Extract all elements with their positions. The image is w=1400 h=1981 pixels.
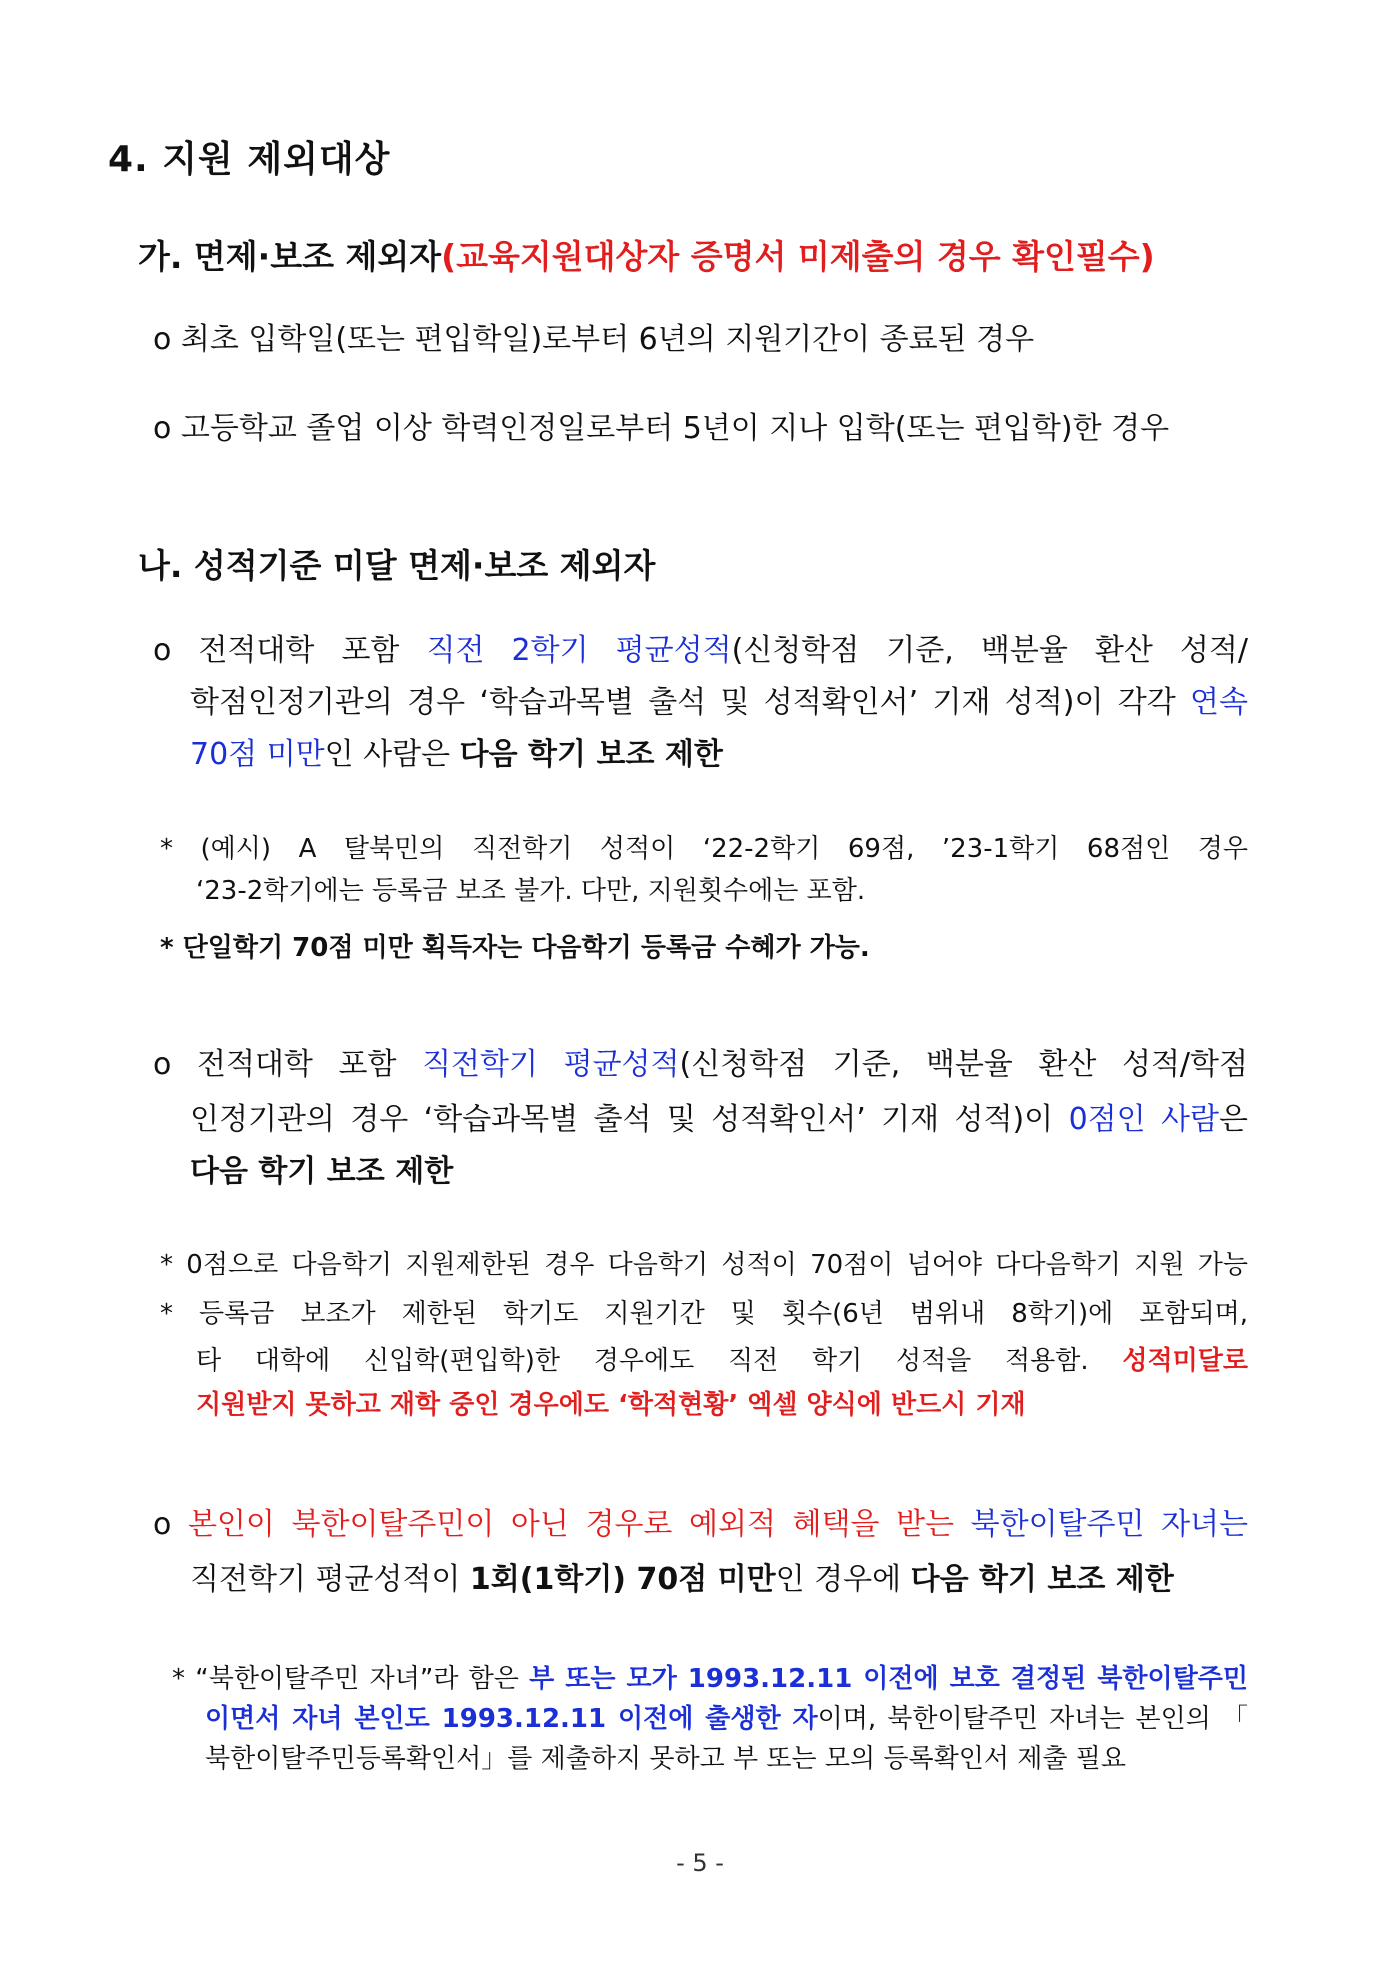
item1-line2 bbox=[190, 685, 1248, 720]
list-item: o 최초 입학일(또는 편입학일)로부터 6년의 지원기간이 종료된 경우 bbox=[153, 322, 1035, 357]
item1-highlight: 직전 2학기 평균성적 bbox=[426, 633, 732, 668]
note-line-bold: * 단일학기 70점 미만 획득자는 다음학기 등록금 수혜가 가능. bbox=[160, 933, 870, 963]
note-highlight: 이면서 자녀 본인도 1993.12.11 이전에 출생한 자 bbox=[205, 1704, 818, 1734]
item2-text: 은 bbox=[1219, 1102, 1248, 1137]
item1-text: 학점인정기관의 경우 ‘학습과목별 출석 및 성적확인서’ 기재 성적)이 각각 bbox=[190, 685, 1191, 720]
item2-line3: 다음 학기 보조 제한 bbox=[190, 1154, 454, 1189]
item2-text: 인정기관의 경우 ‘학습과목별 출석 및 성적확인서’ 기재 성적)이 bbox=[190, 1102, 1069, 1137]
item1-highlight: 연속 bbox=[1190, 685, 1248, 720]
note-line: * (예시) A 탈북민의 직전학기 성적이 ‘22-2학기 69점, ’23-1학기 68점인 경우 bbox=[160, 834, 1248, 864]
item1-emphasis: 다음 학기 보조 제한 bbox=[459, 737, 723, 772]
item1-line1 bbox=[153, 633, 1248, 668]
item2-line2 bbox=[190, 1102, 1248, 1137]
item1-highlight: 70점 미만 bbox=[190, 737, 325, 772]
item2-text: o 전적대학 포함 bbox=[153, 1047, 423, 1082]
item2-highlight: 0점인 사람 bbox=[1068, 1102, 1220, 1137]
item3-line2 bbox=[190, 1562, 1174, 1597]
note-line: * 0점으로 다음학기 지원제한된 경우 다음학기 성적이 70점이 넘어야 다다음학기 지원 가능 bbox=[160, 1250, 1248, 1280]
subsection-a-heading-text: 가. 면제·보조 제외자 bbox=[138, 237, 442, 276]
note-text: * “북한이탈주민 자녀”라 함은 bbox=[172, 1664, 530, 1694]
item1-line3 bbox=[190, 737, 723, 772]
note-warning: 성적미달로 bbox=[1122, 1346, 1248, 1376]
note-line bbox=[172, 1666, 1248, 1692]
list-item: o 고등학교 졸업 이상 학력인정일로부터 5년이 지나 입학(또는 편입학)한 경우 bbox=[153, 411, 1170, 446]
item3-emphasis: 1회(1학기) 70점 미만 bbox=[469, 1562, 776, 1597]
item3-line1 bbox=[153, 1507, 1249, 1542]
item3-emphasis: 다음 학기 보조 제한 bbox=[910, 1562, 1174, 1597]
note-line: * 등록금 보조가 제한된 학기도 지원기간 및 횟수(6년 범위내 8학기)에 포함되며, bbox=[160, 1299, 1248, 1329]
item1-text: o 전적대학 포함 bbox=[153, 633, 427, 668]
item2-highlight: 직전학기 평균성적 bbox=[422, 1047, 680, 1082]
note-line bbox=[196, 1348, 1248, 1374]
note-text: 타 대학에 신입학(편입학)한 경우에도 직전 학기 성적을 적용함. bbox=[196, 1346, 1123, 1376]
page-number: - 5 - bbox=[676, 1849, 724, 1877]
subsection-a-heading-note: (교육지원대상자 증명서 미제출의 경우 확인필수) bbox=[441, 237, 1155, 276]
item1-text: (신청학점 기준, 백분율 환산 성적/ bbox=[731, 633, 1248, 668]
note-text: 이며, 북한이탈주민 자녀는 본인의 「 bbox=[817, 1704, 1248, 1734]
item3-text: 직전학기 평균성적이 bbox=[190, 1562, 470, 1597]
item3-red-text: 본인이 북한이탈주민이 아닌 경우로 예외적 혜택을 받는 bbox=[187, 1507, 971, 1542]
item3-text: 인 경우에 bbox=[775, 1562, 911, 1597]
section-title: 4. 지원 제외대상 bbox=[108, 139, 391, 180]
note-line: ‘23-2학기에는 등록금 보조 불가. 다만, 지원횟수에는 포함. bbox=[196, 876, 866, 906]
item3-blue-text: 북한이탈주민 자녀는 bbox=[970, 1507, 1249, 1542]
subsection-a-heading bbox=[138, 237, 1155, 276]
note-highlight: 부 또는 모가 1993.12.11 이전에 보호 결정된 북한이탈주민 bbox=[529, 1664, 1248, 1694]
item1-text: 인 사람은 bbox=[324, 737, 460, 772]
item2-line1 bbox=[153, 1047, 1248, 1082]
subsection-b-heading: 나. 성적기준 미달 면제·보조 제외자 bbox=[138, 546, 656, 585]
note-line bbox=[205, 1706, 1248, 1732]
note-warning-line: 지원받지 못하고 재학 중인 경우에도 ‘학적현황’ 엑셀 양식에 반드시 기재 bbox=[196, 1390, 1026, 1420]
note-line: 북한이탈주민등록확인서」를 제출하지 못하고 부 또는 모의 등록확인서 제출 필요 bbox=[205, 1744, 1126, 1774]
item2-text: (신청학점 기준, 백분율 환산 성적/학점 bbox=[679, 1047, 1248, 1082]
item3-text: o bbox=[153, 1507, 188, 1542]
